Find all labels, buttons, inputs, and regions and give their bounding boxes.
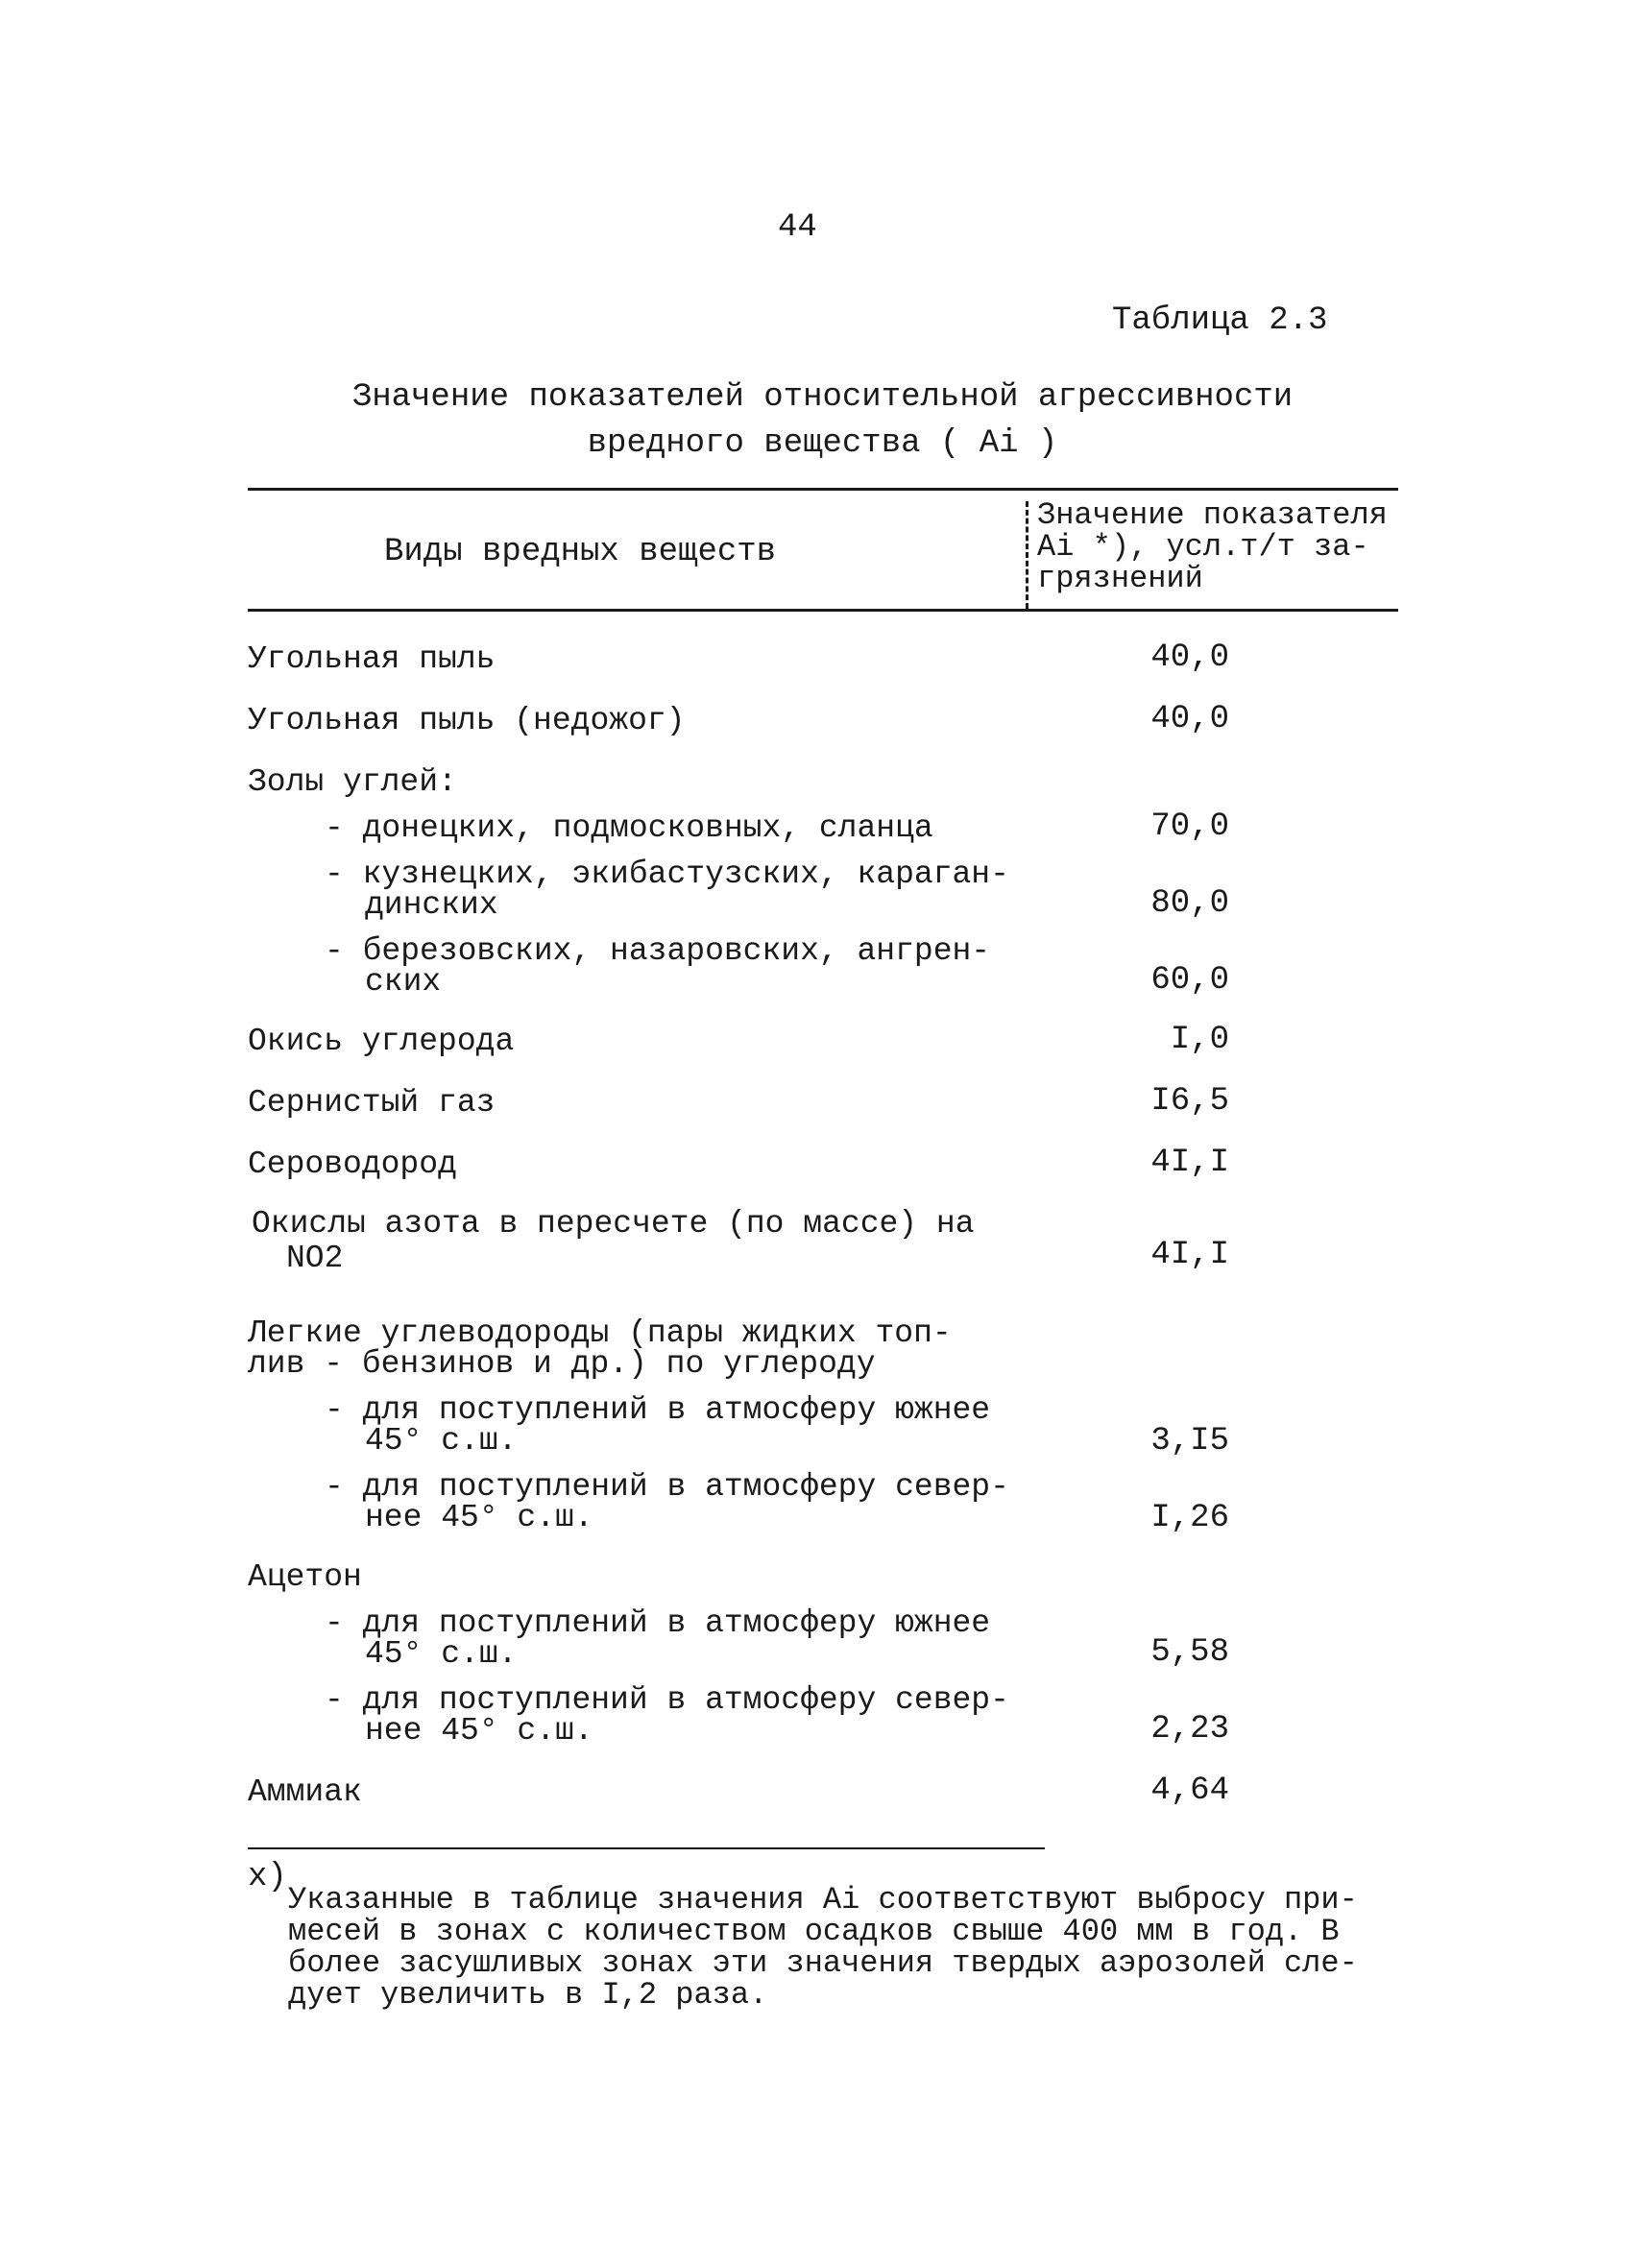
row-name: Окись углерода <box>248 1024 515 1059</box>
row-name-continued: нее 45° с.ш. <box>365 1500 593 1535</box>
row-name: Ацетон <box>248 1559 362 1595</box>
row-value: 4I,I <box>1150 1237 1229 1273</box>
row-name: - кузнецких, экибастузских, караган- <box>325 857 1009 892</box>
row-name-continued: нее 45° с.ш. <box>365 1713 593 1749</box>
header-column-divider <box>1026 501 1028 609</box>
table-title-line-1: Значение показателей относительной агрессивности <box>351 379 1294 416</box>
row-name: Аммиак <box>248 1774 362 1810</box>
row-value: 60,0 <box>1150 962 1229 999</box>
row-value: 3,I5 <box>1150 1423 1229 1460</box>
row-name: - березовских, назаровских, ангрен- <box>325 933 991 969</box>
row-name-continued: 45° с.ш. <box>365 1423 518 1459</box>
row-name: - для поступлений в атмосферу север- <box>325 1469 1009 1505</box>
header-bottom-rule <box>248 609 1398 612</box>
row-name: - для поступлений в атмосферу южнее <box>325 1392 991 1428</box>
row-value: 70,0 <box>1150 808 1229 845</box>
row-name: - донецких, подмосковных, сланца <box>325 810 933 846</box>
footnote-line-3: более засушливых зонах эти значения твердых аэрозолей сле- <box>288 1945 1358 1981</box>
row-value: 2,23 <box>1150 1711 1229 1748</box>
row-name: Сероводород <box>248 1146 457 1182</box>
header-substances: Виды вредных веществ <box>384 534 777 570</box>
table-title-line-2: вредного вещества ( Ai ) <box>587 425 1058 462</box>
row-name: Легкие углеводороды (пары жидких топ- <box>248 1315 952 1351</box>
row-name: Угольная пыль (недожог) <box>248 703 686 738</box>
table-label: Таблица 2.3 <box>1112 302 1328 339</box>
header-indicator-line-3: грязнений <box>1037 561 1203 596</box>
row-name-continued: динских <box>365 887 498 923</box>
row-value: I,26 <box>1150 1500 1229 1536</box>
row-name-continued: лив - бензинов и др.) по углероду <box>248 1346 876 1382</box>
row-value: I6,5 <box>1150 1083 1229 1120</box>
row-value: I,0 <box>1170 1022 1229 1058</box>
row-value: 40,0 <box>1150 639 1229 676</box>
footnote-separator <box>248 1847 1045 1849</box>
footnote-text <box>288 1884 1421 2011</box>
footnote-mark: х) <box>248 1859 287 1895</box>
row-name-continued: NO2 <box>286 1241 344 1276</box>
row-value: 5,58 <box>1150 1634 1229 1671</box>
header-indicator <box>1037 499 1412 594</box>
footnote-line-1: Указанные в таблице значения Ai соответствуют выбросу при- <box>288 1882 1358 1918</box>
header-indicator-line-2: Ai *), усл.т/т за- <box>1037 529 1369 565</box>
row-value: 4,64 <box>1150 1773 1229 1809</box>
row-value: 4I,I <box>1150 1145 1229 1181</box>
table-top-rule <box>248 488 1398 491</box>
footnote-line-2: месей в зонах с количеством осадков свыше 400 мм в год. В <box>288 1914 1340 1949</box>
row-name: Золы углей: <box>248 764 457 800</box>
header-indicator-line-1: Значение показателя <box>1037 497 1388 533</box>
row-value: 80,0 <box>1150 885 1229 922</box>
row-name: Сернистый газ <box>248 1085 496 1121</box>
footnote-line-4: дует увеличить в I,2 раза. <box>288 1977 768 2013</box>
row-name: - для поступлений в атмосферу южнее <box>325 1605 991 1641</box>
row-name-continued: ских <box>365 964 442 1000</box>
row-value: 40,0 <box>1150 701 1229 737</box>
row-name: Угольная пыль <box>248 641 496 677</box>
page-number: 44 <box>778 209 817 246</box>
row-name-continued: 45° с.ш. <box>365 1636 518 1672</box>
row-name: Окислы азота в пересчете (по массе) на <box>252 1206 975 1242</box>
row-name: - для поступлений в атмосферу север- <box>325 1682 1009 1718</box>
